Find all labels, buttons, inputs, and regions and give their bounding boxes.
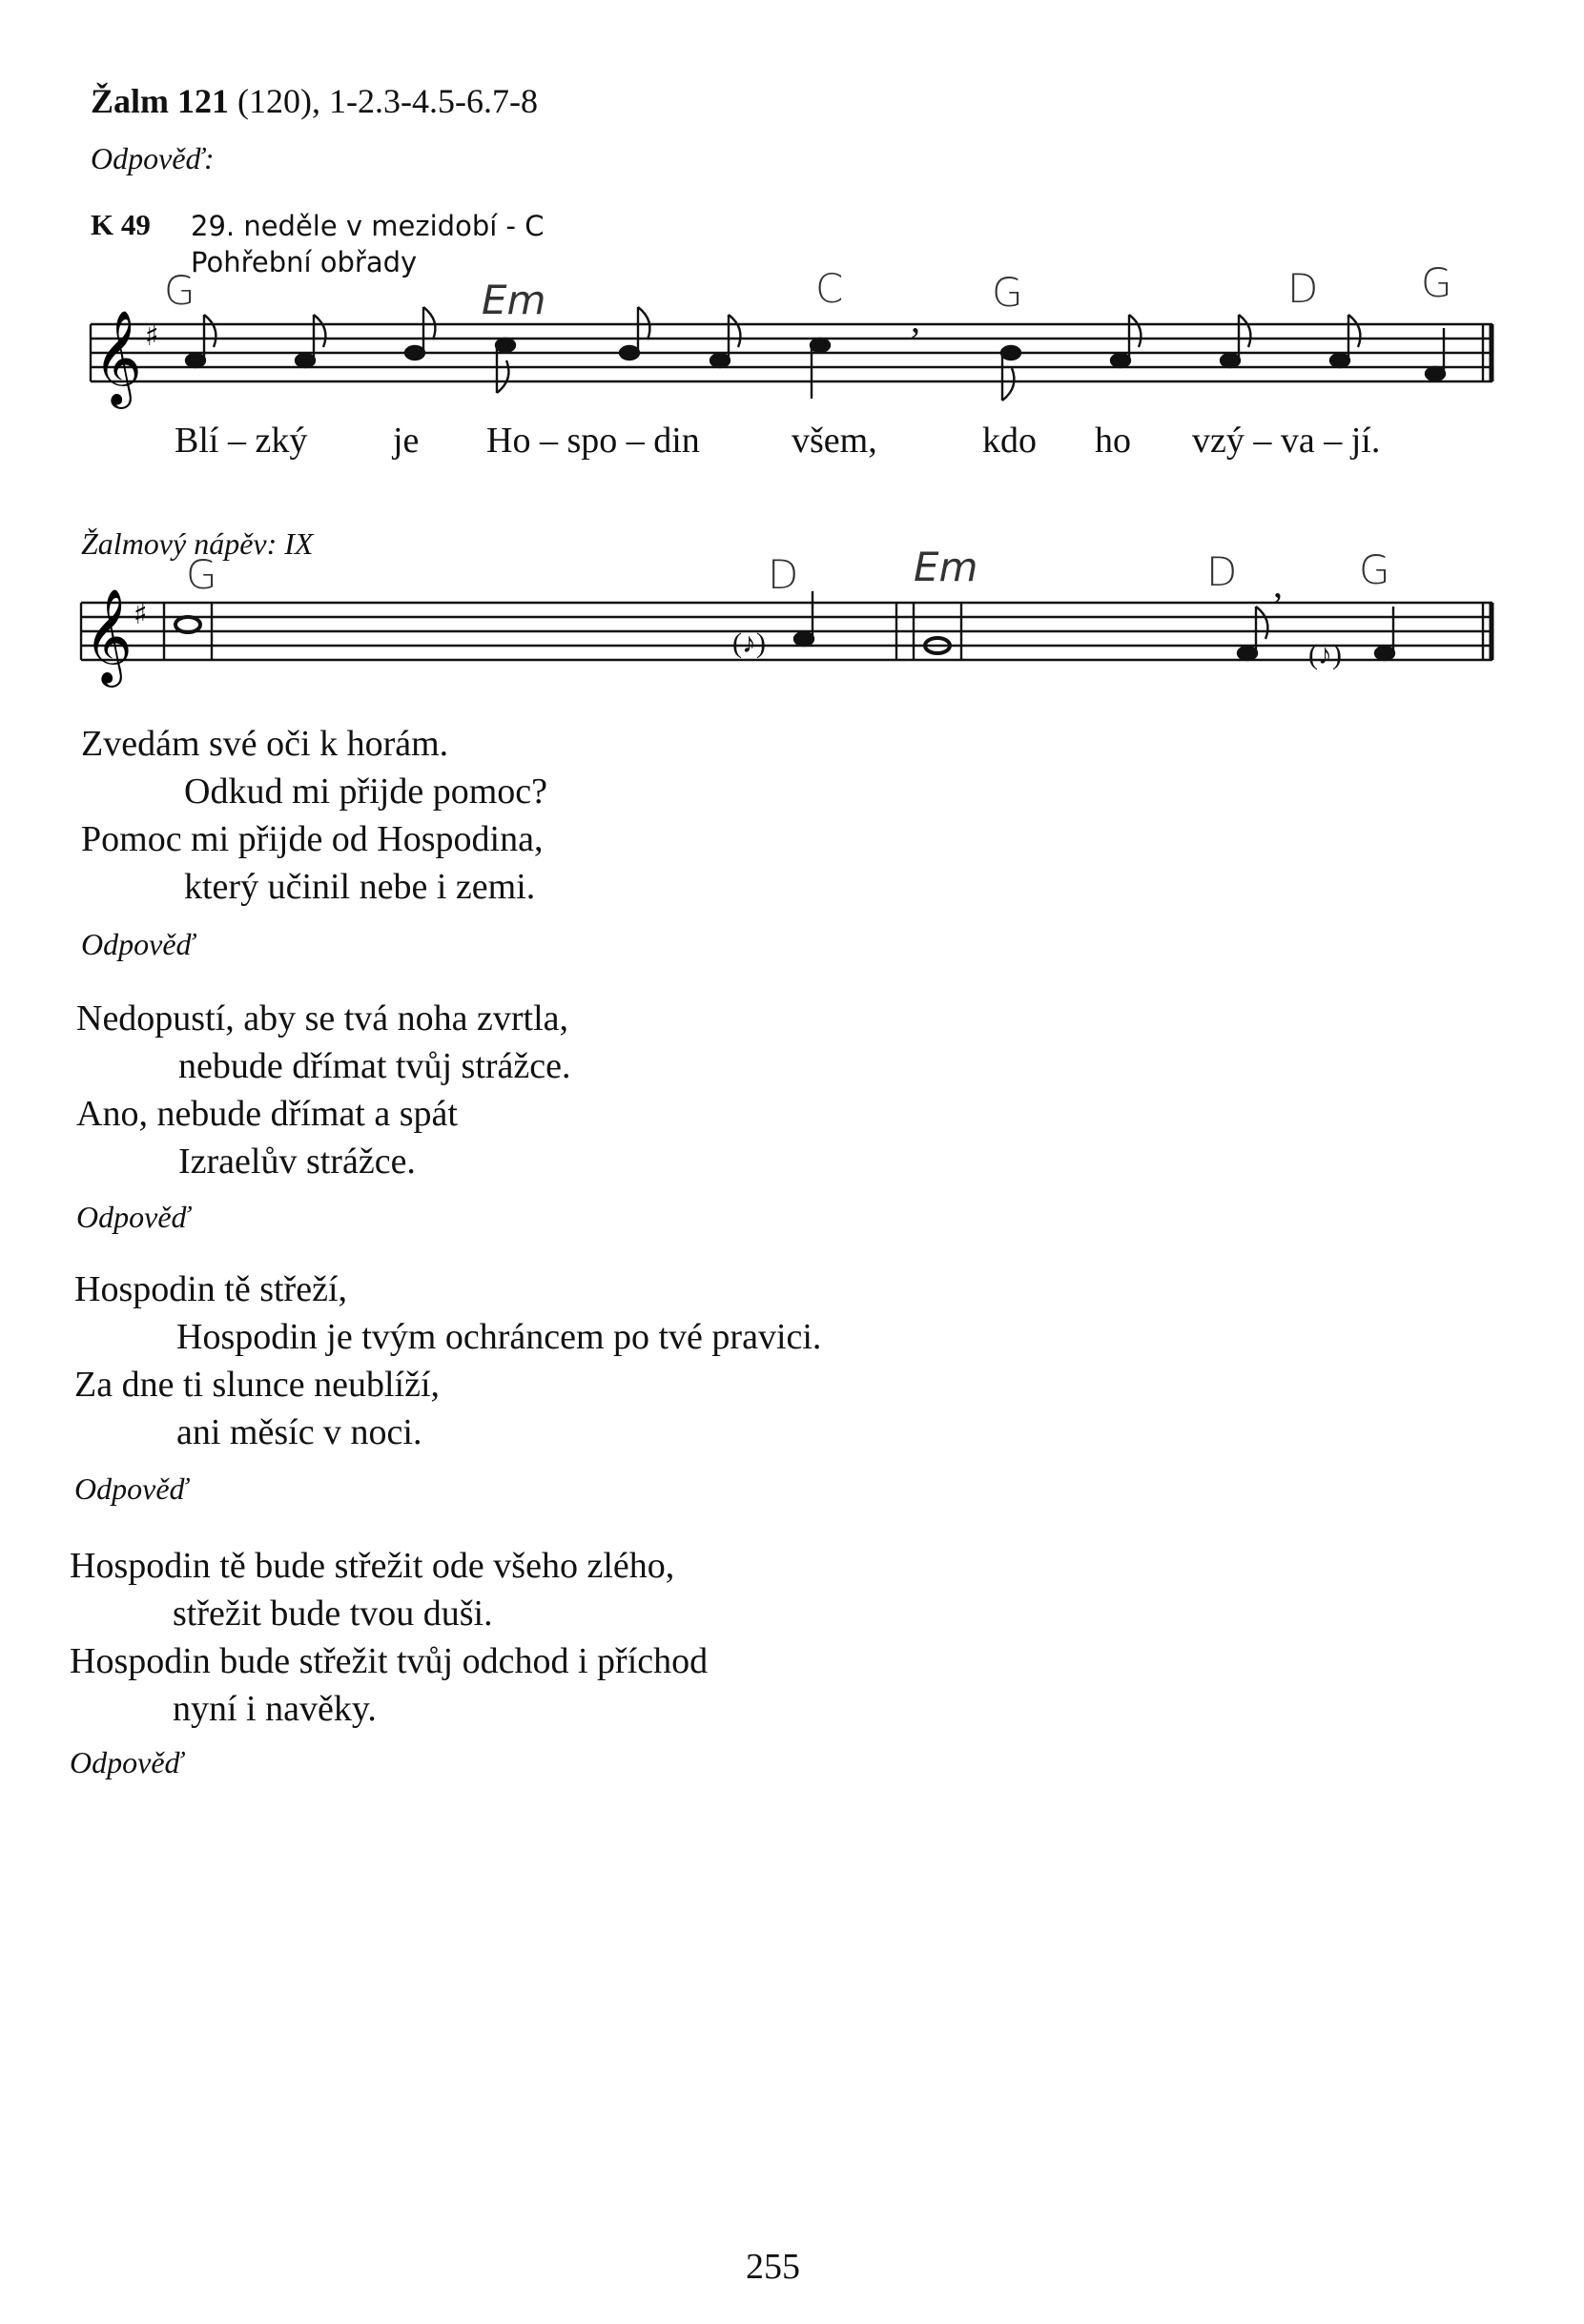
chord: D <box>1206 548 1238 595</box>
note <box>1238 647 1257 660</box>
whole-note <box>175 617 200 632</box>
verse-line: nyní i navěky. <box>173 1689 377 1729</box>
chord: G <box>1359 546 1390 593</box>
note <box>1375 647 1394 660</box>
optional-note: (♪) <box>1308 639 1342 670</box>
verse-line: ani měsíc v noci. <box>176 1412 422 1452</box>
psalm-number: Žalm 121 <box>91 82 230 120</box>
optional-note: (♪) <box>732 627 766 659</box>
treble-clef-icon: 𝄞 <box>93 310 142 405</box>
note <box>1426 367 1445 380</box>
note <box>496 339 515 352</box>
verse-line: Nedopustí, aby se tvá noha zvrtla, <box>76 998 569 1039</box>
lyric-syllable: ho <box>1095 421 1131 461</box>
sharp-icon: ♯ <box>145 319 159 353</box>
psalm-tone-label: Žalmový nápěv: IX <box>81 526 314 561</box>
note <box>794 632 813 646</box>
verse-line: Hospodin tě střeží, <box>74 1269 348 1309</box>
verse-line: střežit bude tvou duši. <box>173 1594 493 1634</box>
verse-line: Pomoc mi přijde od Hospodina, <box>81 819 544 859</box>
verse-line: Hospodin je tvým ochráncem po tvé pravici. <box>176 1317 822 1357</box>
breath-mark-icon: , <box>1273 572 1283 606</box>
refrain-staff <box>0 286 1584 429</box>
psalm-title <box>91 81 538 121</box>
lyric-syllable: kdo <box>982 421 1037 461</box>
verse-line: který učinil nebe i zemi. <box>184 867 536 907</box>
psalm-verses: (120), 1-2.3-4.5-6.7-8 <box>229 82 538 120</box>
chord: G <box>1421 259 1452 306</box>
sharp-icon: ♯ <box>134 598 148 631</box>
note <box>710 354 730 367</box>
verse-line: Za dne ti slunce neublíží, <box>74 1365 441 1405</box>
note <box>811 339 830 352</box>
lyric-syllable: Blí – zký <box>175 421 308 461</box>
chord: C <box>815 265 844 312</box>
verse-line: Ano, nebude dřímat a spát <box>76 1094 458 1134</box>
refrain-code: K 49 <box>91 208 151 241</box>
chord: D <box>768 551 799 598</box>
note <box>1111 354 1130 367</box>
note <box>620 346 639 360</box>
stanza-1 <box>81 720 547 911</box>
lyric-syllable: všem, <box>792 421 877 461</box>
note <box>296 354 315 367</box>
stanza-2 <box>76 995 571 1185</box>
breath-mark-icon: , <box>911 298 920 340</box>
refrain-occasion: 29. neděle v mezidobí - C <box>191 210 545 242</box>
psalm-tone-staff <box>0 572 1584 696</box>
note <box>1001 346 1020 360</box>
lyric-syllable: Ho – spo – din <box>486 421 700 461</box>
chord: Em <box>482 277 546 323</box>
verse-line: Odkud mi přijde pomoc? <box>184 771 547 812</box>
note <box>1221 354 1240 367</box>
lyric-syllable: vzý – va – jí. <box>1192 421 1381 461</box>
chord: Em <box>914 544 978 590</box>
chord: G <box>992 269 1023 316</box>
stanza-3 <box>74 1265 821 1456</box>
verse-line: Hospodin bude střežit tvůj odchod i příchod <box>70 1641 709 1681</box>
note <box>186 354 205 367</box>
response-marker: Odpověď <box>74 1471 188 1506</box>
refrain-occasion-2: Pohřební obřady <box>191 246 418 278</box>
note <box>1330 354 1349 367</box>
verse-line: Hospodin tě bude střežit ode všeho zlého, <box>70 1546 675 1586</box>
response-label: Odpověď: <box>91 141 215 175</box>
response-marker: Odpověď <box>81 927 195 961</box>
verse-line: nebude dřímat tvůj strážce. <box>178 1046 571 1086</box>
response-marker: Odpověď <box>70 1745 183 1779</box>
stanza-4 <box>70 1542 708 1733</box>
chord: G <box>164 267 195 314</box>
page-number: 255 <box>746 2247 800 2287</box>
response-marker: Odpověď <box>76 1200 190 1234</box>
lyric-syllable: je <box>393 421 420 461</box>
verse-line: Zvedám své oči k horám. <box>81 724 449 764</box>
chord: D <box>1287 265 1319 312</box>
treble-clef-icon: 𝄞 <box>84 588 133 684</box>
verse-line: Izraelův strážce. <box>178 1141 416 1182</box>
chord: G <box>186 551 217 598</box>
note <box>405 346 424 360</box>
